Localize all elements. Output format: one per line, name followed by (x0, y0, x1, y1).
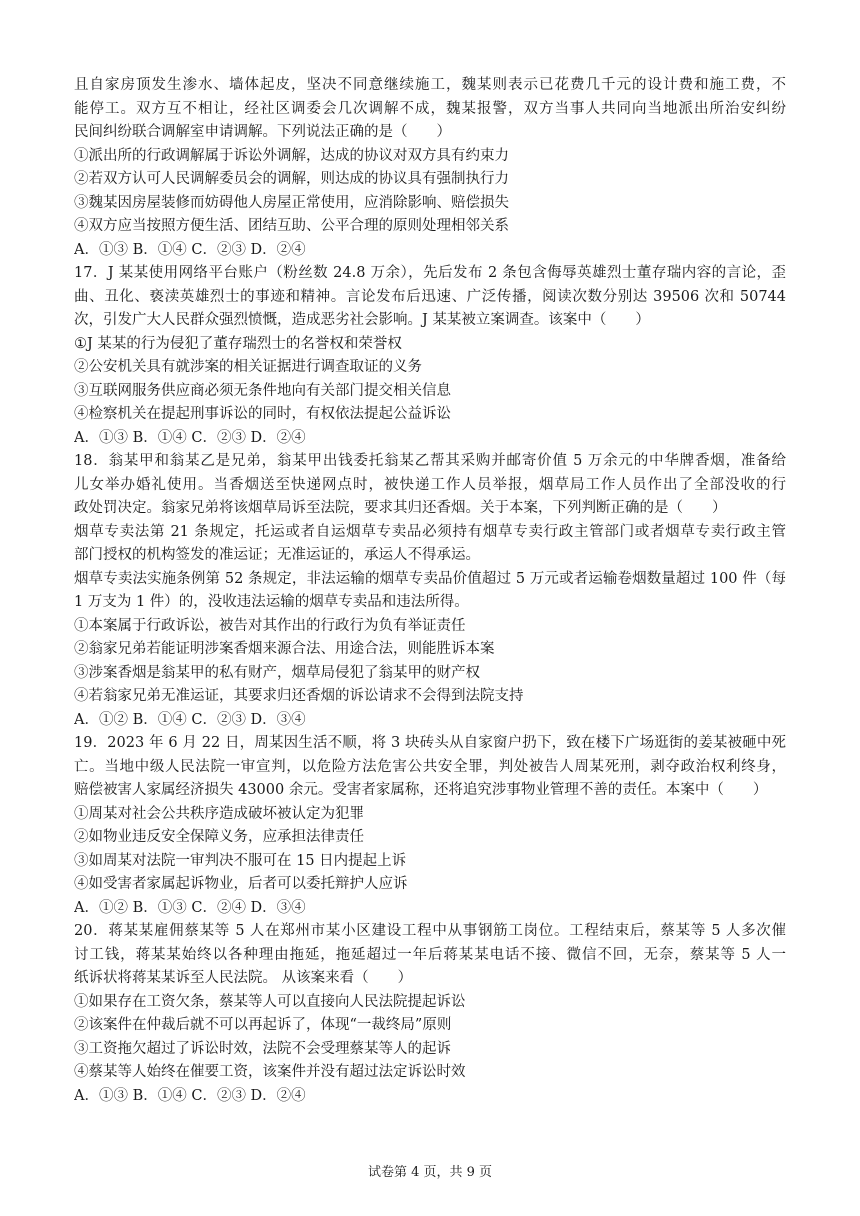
text-line: ③工资拖欠超过了诉讼时效，法院不会受理蔡某等人的起诉 (74, 1040, 451, 1057)
text-line: ③如周某对法院一审判决不服可在 15 日内提起上诉 (74, 852, 407, 869)
text-line: ④蔡某等人始终在催要工资，该案件并没有超过法定诉讼时效 (74, 1064, 466, 1080)
text-line: A．①② B．①④ C．②③ D．③④ (74, 711, 306, 728)
text-line: 能停工。双方互不相让，经社区调委会几次调解不成，魏某报警，双方当事人共同向当地派出所治安纠纷 (74, 100, 786, 117)
text-line: ①派出所的行政调解属于诉讼外调解，达成的协议对双方具有约束力 (74, 147, 509, 164)
text-line: ①周某对社会公共秩序造成破坏被认定为犯罪 (74, 805, 364, 822)
text-line: ④双方应当按照方便生活、团结互助、公平合理的原则处理相邻关系 (74, 218, 509, 234)
text-line: A．①③ B．①④ C．②③ D．②④ (74, 241, 306, 258)
text-line: 且自家房顶发生渗水、墙体起皮，坚决不同意继续施工，魏某则表示已花费几千元的设计费和施工费，不 (74, 77, 786, 93)
text-line: ①如果存在工资欠条，蔡某等人可以直接向人民法院提起诉讼 (74, 993, 466, 1010)
text-line: 曲、丑化、亵渎英雄烈士的事迹和精神。言论发布后迅速、广泛传播，阅读次数分别达 39506 次和 50744 (74, 288, 786, 305)
text-line: 烟草专卖法实施条例第 52 条规定，非法运输的烟草专卖品价值超过 5 万元或者运输卷烟数量超过 100 件（每 (74, 570, 786, 587)
text-line: ②公安机关具有就涉案的相关证据进行调查取证的义务 (74, 359, 422, 375)
text-line: 20．蒋某某雇佣蔡某等 5 人在郑州市某小区建设工程中从事钢筋工岗位。工程结束后，蔡某等 5 人多次催 (74, 923, 786, 939)
text-line: 赔偿被害人家属经济损失 43000 余元。受害者家属称，还将追究涉事物业管理不善的责任。本案中（ ） (74, 782, 768, 798)
text-line: A．①③ B．①④ C．②③ D．②④ (74, 429, 306, 446)
text-line: 17．J 某某使用网络平台账户（粉丝数 24.8 万余），先后发布 2 条包含侮辱英雄烈士董存瑞内容的言论，歪 (74, 265, 786, 281)
text-line: 次，引发广大人民群众强烈愤慨，造成恶劣社会影响。J 某某被立案调查。该案中（ ） (74, 312, 650, 328)
text-line: 政处罚决定。翁家兄弟将该烟草局诉至法院，要求其归还香烟。关于本案，下列判断正确的是（ ） (74, 500, 727, 516)
text-line: ③魏某因房屋装修而妨碍他人房屋正常使用，应消除影响、赔偿损失 (74, 194, 509, 211)
text-line: ④若翁家兄弟无准运证，其要求归还香烟的诉讼请求不会得到法院支持 (74, 688, 524, 704)
text-line: A．①② B．①③ C．②④ D．③④ (74, 899, 306, 916)
text-line: ②该案件在仲裁后就不可以再起诉了，体现“一裁终局”原则 (74, 1017, 452, 1033)
text-line: ①本案属于行政诉讼，被告对其作出的行政行为负有举证责任 (74, 617, 466, 634)
text-line: 儿女举办婚礼使用。当香烟送至快递网点时，被快递工作人员举报，烟草局工作人员作出了全部没收的行 (74, 476, 786, 493)
text-line: 亡。当地中级人民法院一审宣判，以危险方法危害公共安全罪，判处被告人周某死刑，剥夺政治权利终身， (74, 758, 786, 775)
text-line: ③涉案香烟是翁某甲的私有财产，烟草局侵犯了翁某甲的财产权 (74, 664, 480, 681)
text-line: 民间纠纷联合调解室申请调解。下列说法正确的是（ ） (74, 124, 451, 140)
text-line: ③互联网服务供应商必须无条件地向有关部门提交相关信息 (74, 382, 451, 399)
text-line: 1 万支为 1 件）的，没收违法运输的烟草专卖品和违法所得。 (74, 594, 469, 610)
text-line: ④检察机关在提起刑事诉讼的同时，有权依法提起公益诉讼 (74, 406, 451, 422)
text-line: ④如受害者家属起诉物业，后者可以委托辩护人应诉 (74, 876, 408, 892)
exam-page (74, 74, 786, 1108)
page-footer: 试卷第 4 页，共 9 页 (367, 1165, 493, 1180)
text-line: 烟草专卖法第 21 条规定，托运或者自运烟草专卖品必须持有烟草专卖行政主管部门或者烟草专卖行政主管 (74, 523, 786, 540)
text-line: ②如物业违反安全保障义务，应承担法律责任 (74, 829, 364, 845)
text-line: A．①③ B．①④ C．②③ D．②④ (74, 1087, 306, 1104)
text-line: 19．2023 年 6 月 22 日，周某因生活不顺，将 3 块砖头从自家窗户扔下，致在楼下广场逛街的姜某被砸中死 (74, 735, 786, 751)
text-line: ②翁家兄弟若能证明涉案香烟来源合法、用途合法，则能胜诉本案 (74, 641, 495, 657)
text-line: 讨工钱，蒋某某始终以各种理由拖延，拖延超过一年后蒋某某电话不接、微信不回，无奈，蔡某等 5 人一 (74, 946, 786, 963)
text-line: 18．翁某甲和翁某乙是兄弟，翁某甲出钱委托翁某乙帮其采购并邮寄价值 5 万余元的中华牌香烟，准备给 (74, 453, 786, 469)
text-line: 部门授权的机构签发的准运证；无准运证的，承运人不得承运。 (74, 547, 480, 563)
text-line: ②若双方认可人民调解委员会的调解，则达成的协议具有强制执行力 (74, 171, 509, 187)
text-line: ①J 某某的行为侵犯了董存瑞烈士的名誉权和荣誉权 (74, 335, 402, 352)
text-line: 纸诉状将蒋某某诉至人民法院。 从该案来看（ ） (74, 970, 413, 986)
